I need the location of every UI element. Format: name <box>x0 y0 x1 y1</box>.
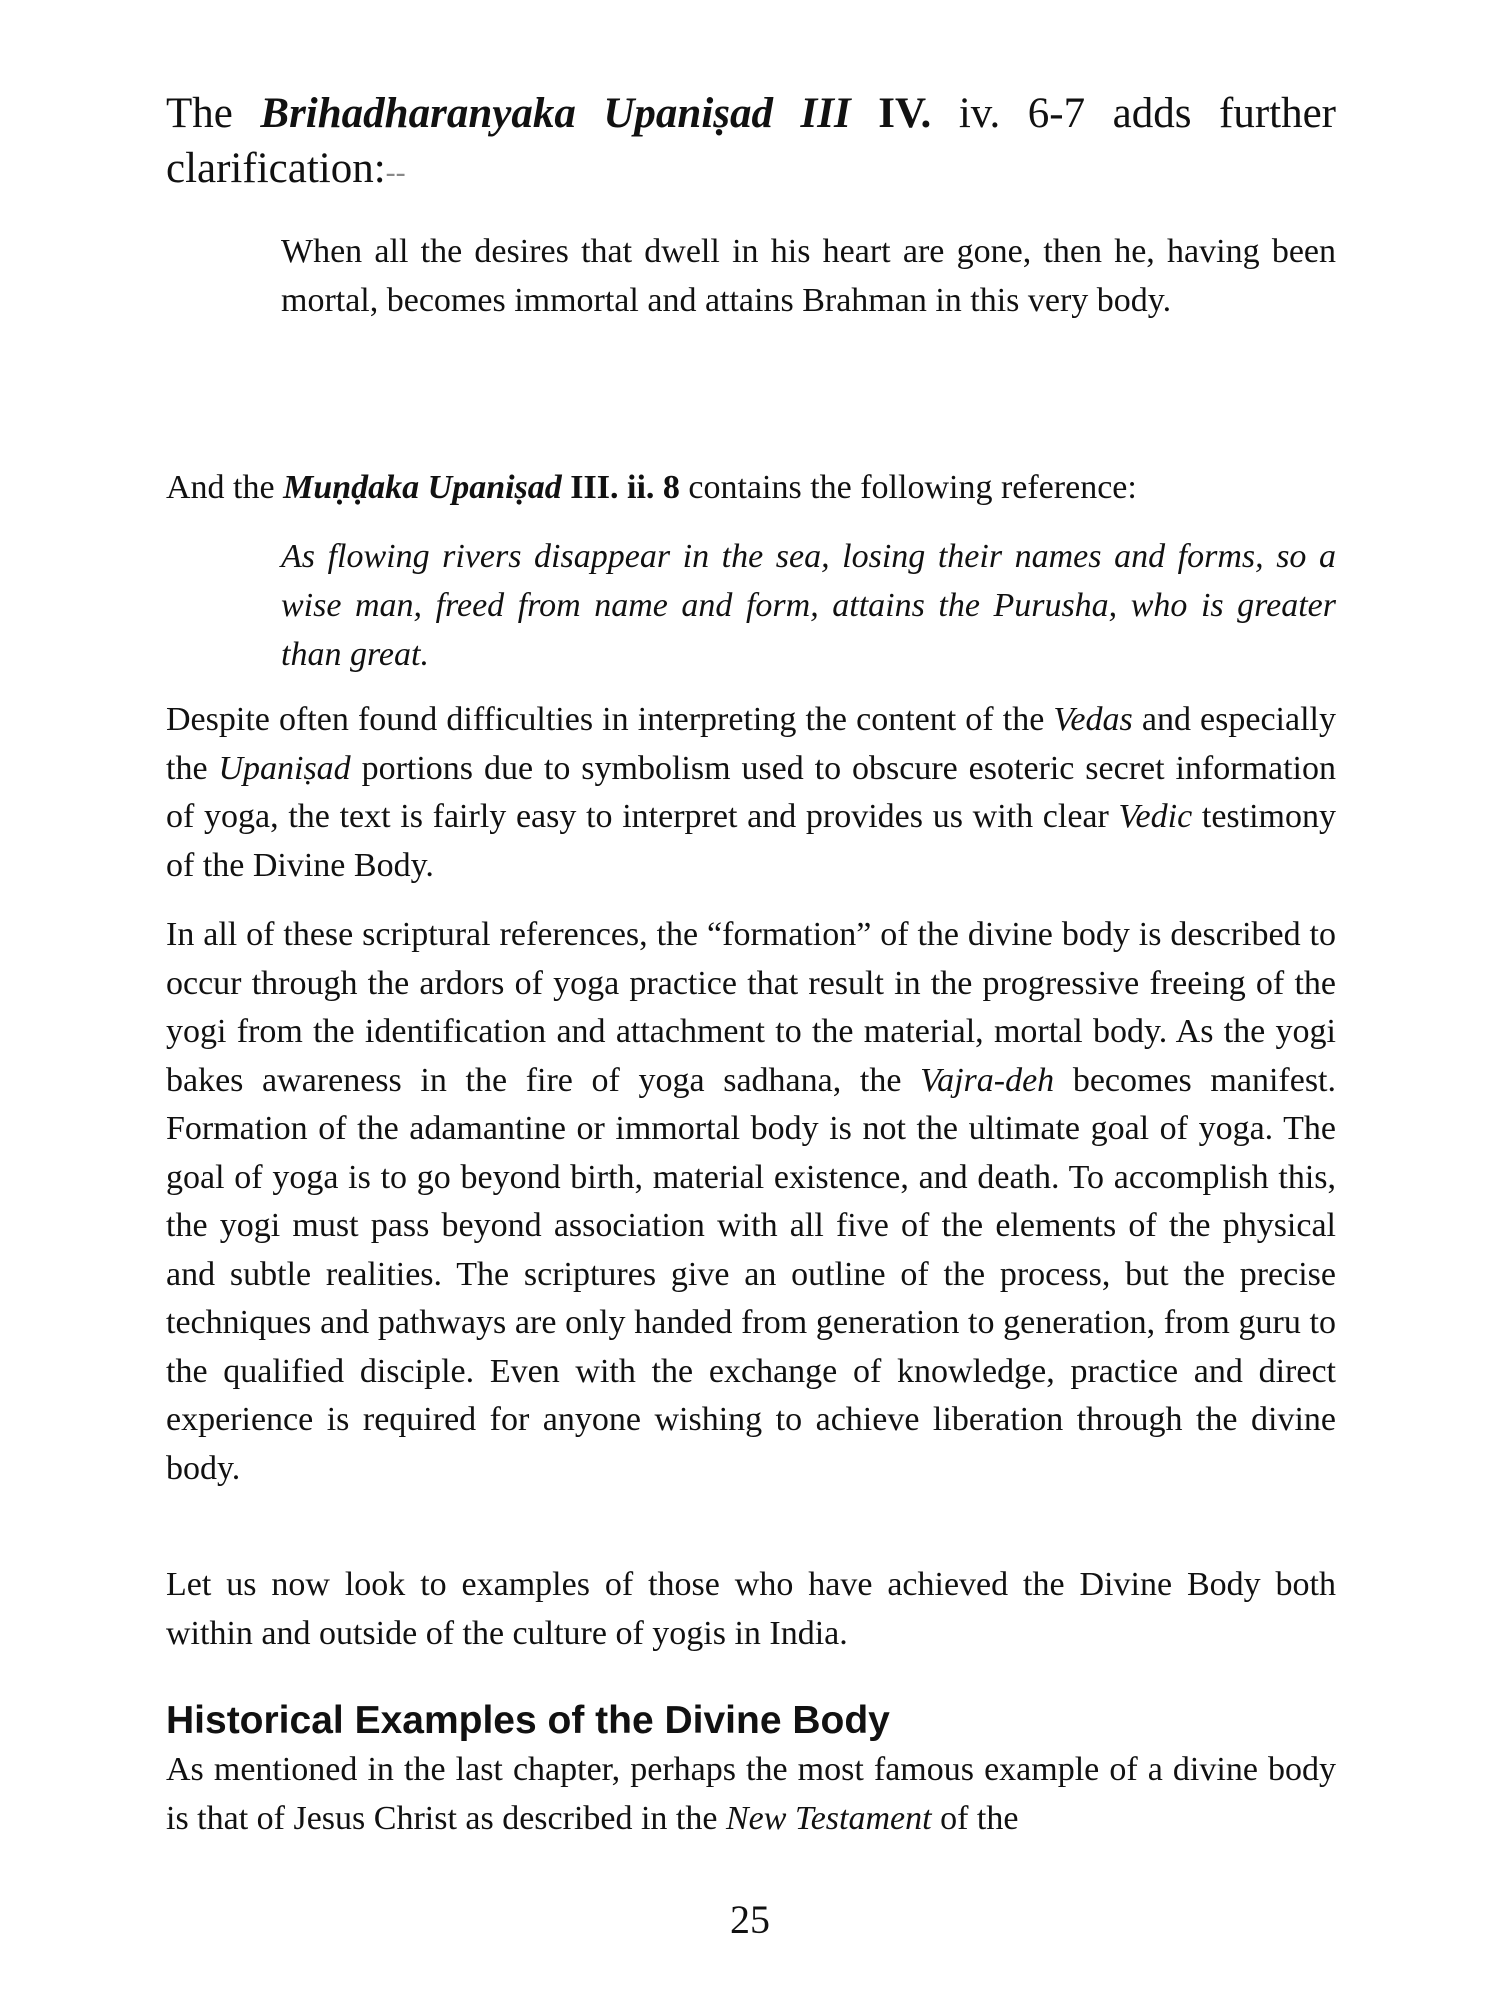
mentioned-paragraph <box>166 1746 1336 1843</box>
scriptural-paragraph <box>166 911 1336 1493</box>
despite-italic-upanisad: Upaniṣad <box>218 749 351 787</box>
quote-mundaka: As flowing rivers disappear in the sea, losing their names and forms, so a wise man, freed from name and form, attains the Purusha, who is greater than great. <box>281 538 1336 673</box>
intro-text-2: iv. 6-7 adds further clarification: <box>166 90 1336 192</box>
mundaka-paragraph <box>166 464 1336 513</box>
scriptural-text-1: In all of these scriptural references, the “formation” of the divine body is described to occur through the ardors of yoga practice that result in the progressive freeing of the yogi from the identification and attachment to the material, mortal body. As the yogi bakes awareness in the fire of yoga sadhana, the <box>166 916 1336 1099</box>
intro-work-title: Brihadharanyaka Upaniṣad III <box>260 90 851 137</box>
mundaka-work-title: Muṇḍaka Upaniṣad <box>283 469 562 506</box>
despite-paragraph <box>166 696 1336 890</box>
despite-italic-vedic: Vedic <box>1118 798 1193 835</box>
mundaka-ref-bold: III. ii. 8 <box>570 469 680 506</box>
despite-italic-vedas: Vedas <box>1053 701 1133 738</box>
scriptural-italic-vajra-deh: Vajra-deh <box>920 1061 1055 1099</box>
quote-brihadharanyaka: When all the desires that dwell in his heart are gone, then he, having been mortal, becomes immortal and attains Brahman in this very body. <box>281 233 1336 319</box>
intro-dash: -- <box>385 156 406 189</box>
mentioned-italic-new-testament: New Testament <box>725 1799 932 1837</box>
mentioned-text-2: of the <box>931 1799 1019 1837</box>
despite-text-3: portions due to symbolism used to obscure esoteric secret information of yoga, the text is fairly easy to interpret and provides us with clear <box>166 749 1336 835</box>
mundaka-text-2: contains the following reference: <box>679 469 1137 506</box>
mentioned-text-1: As mentioned in the last chapter, perhaps the most famous example of a divine body is that of Jesus Christ as described in the <box>166 1751 1336 1837</box>
intro-paragraph <box>166 86 1336 200</box>
despite-text-1: Despite often found difficulties in interpreting the content of the <box>166 701 1054 738</box>
section-heading: Historical Examples of the Divine Body <box>166 1699 890 1742</box>
despite-text-4: testimony of the Divine Body. <box>166 798 1337 884</box>
despite-text-2: and especially the <box>166 701 1336 787</box>
mundaka-text-1: And the <box>166 469 284 506</box>
intro-space <box>851 90 879 137</box>
let-us-paragraph: Let us now look to examples of those who have achieved the Divine Body both within and outside of the culture of yogis in India. <box>166 1566 1336 1652</box>
intro-ref-bold: IV. <box>878 90 932 137</box>
page-number: 25 <box>730 1897 770 1942</box>
intro-text-1: The <box>166 90 261 137</box>
scriptural-text-2: becomes manifest. Formation of the adamantine or immortal body is not the ultimate goal of yoga. The goal of yoga is to go beyond birth, material existence, and death. To accomplish this, the yogi must pass beyond association with all five of the elements of the physical and subtle realities. The scriptures give an outline of the process, but the precise techniques and pathways are only handed from generation to generation, from guru to the qualified disciple. Even with the exchange of knowledge, practice and direct experience is required for anyone wishing to achieve liberation through the divine body. <box>166 1061 1336 1487</box>
